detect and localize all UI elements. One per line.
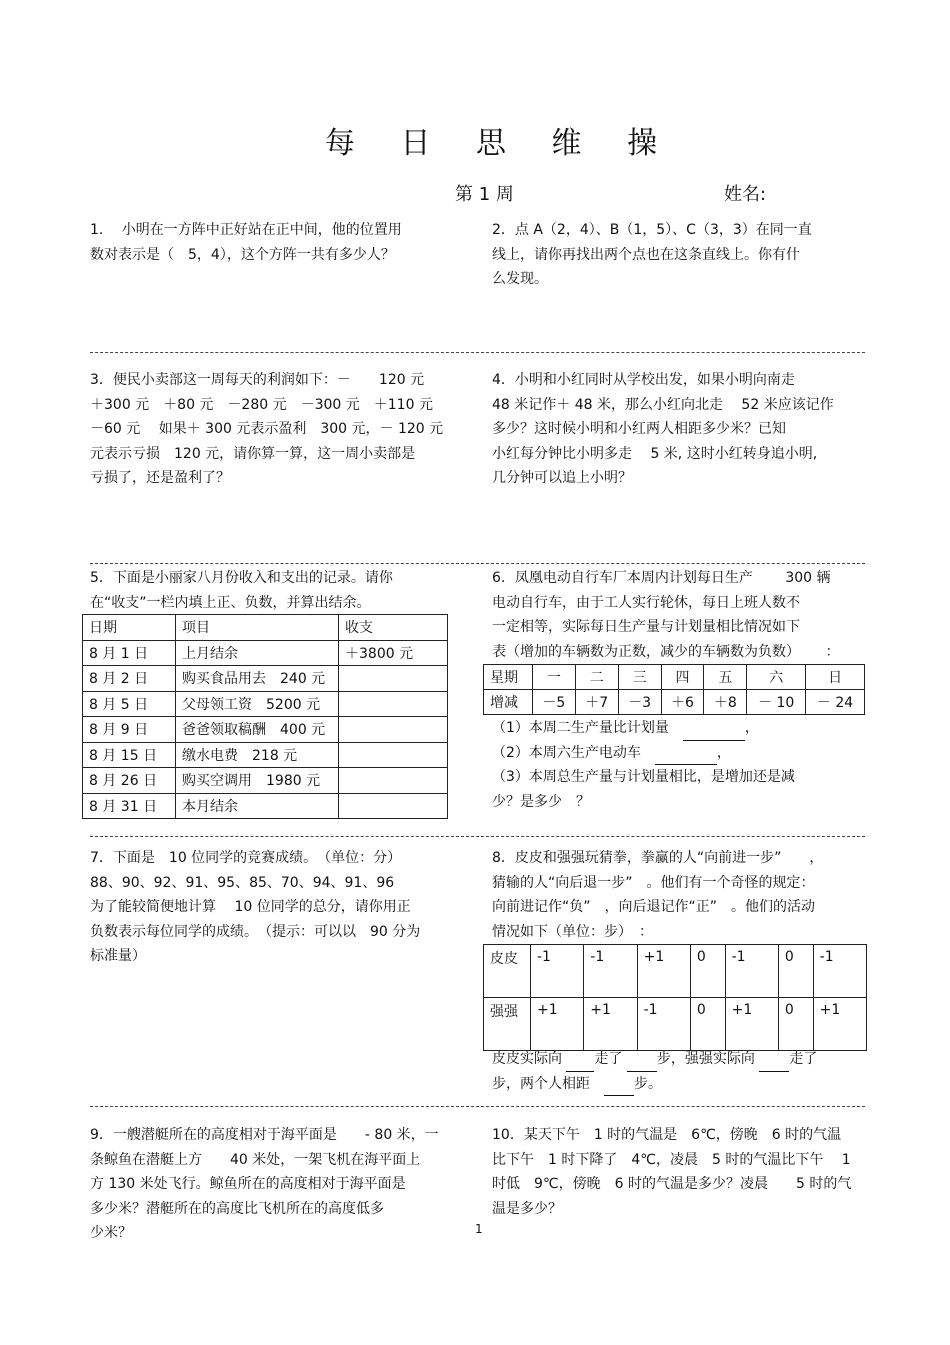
q7-line: 88、90、92、91、95、85、70、94、91、96: [90, 874, 395, 891]
game-table: [483, 944, 867, 1051]
table-row: [83, 742, 448, 768]
column-header: 日期: [83, 615, 176, 641]
q9-line: 少米？: [90, 1225, 132, 1241]
step-cell: -1: [637, 998, 690, 1051]
q4-line: 48 米记作＋ 48 米，那么小红向北走 52 米应该记作: [492, 396, 834, 413]
step-cell: +1: [725, 998, 778, 1051]
q8-line: 8．皮皮和强强玩猜拳，拳赢的人“向前进一步” ，: [492, 850, 824, 866]
q8-line: 向前进记作“负” ，向后退记作“正” 。他们的活动: [492, 899, 816, 915]
step-cell: +1: [584, 998, 637, 1051]
question-2: [492, 218, 812, 292]
table-row: [484, 998, 867, 1051]
column-header: 收支: [339, 615, 448, 641]
item-cell: 购买食品用去 240 元: [176, 666, 339, 692]
weekday-cell: 四: [661, 665, 704, 690]
amount-cell[interactable]: [339, 793, 448, 819]
amount-cell[interactable]: [339, 768, 448, 794]
q8-fill-line: 步，两个人相距 步。: [492, 1072, 817, 1097]
change-cell: －5: [532, 690, 575, 715]
q7-line: 负数表示每位同学的成绩。 （提示：可以以 90 分为: [90, 923, 421, 940]
q2-line: 线上，请你再找出两个点也在这条直线上。你有什: [492, 246, 800, 263]
page-number: 1: [475, 1222, 483, 1236]
change-cell: ＋8: [704, 690, 747, 715]
answer-blank[interactable]: [655, 750, 717, 765]
q3-line: 3．便民小卖部这一周每天的利润如下：－ 120 元: [90, 372, 425, 388]
q10-line: 温是多少？: [492, 1200, 562, 1217]
q9-line: 条鲸鱼在潜艇上方 40 米处，一架飞机在海平面上: [90, 1151, 421, 1168]
item-cell: 上月结余: [176, 640, 339, 666]
item-cell: 购买空调用 1980 元: [176, 768, 339, 794]
table-row: [83, 768, 448, 794]
q3-line: ＋300 元 ＋80 元 －280 元 －300 元 ＋110 元: [90, 396, 433, 413]
question-3: [90, 368, 443, 491]
q9-line: 9．一艘潜艇所在的高度相对于海平面是 - 80 米，一: [90, 1127, 439, 1143]
divider: [90, 836, 865, 837]
divider: [90, 563, 865, 564]
item-cell: 父母领工资 5200 元: [176, 691, 339, 717]
q1-line: 1. 小明在一方阵中正好站在正中间，他的位置用: [90, 222, 402, 238]
step-cell: 0: [778, 945, 813, 998]
item-cell: 缴水电费 218 元: [176, 742, 339, 768]
amount-cell[interactable]: [339, 666, 448, 692]
table-row: [484, 945, 867, 998]
q6-line: 电动自行车，由于工人实行轮休，每日上班人数不: [492, 594, 800, 611]
date-cell: 8 月 9 日: [83, 717, 176, 743]
q4-line: 小红每分钟比小明多走 5 米, 这时小红转身追小明,: [492, 445, 818, 462]
question-4: [492, 368, 834, 491]
amount-cell[interactable]: [339, 742, 448, 768]
step-cell: +1: [531, 998, 584, 1051]
name-label: 姓名:: [724, 184, 767, 205]
q8-fill-line: 皮皮实际向 走了 步，强强实际向 走了: [492, 1047, 817, 1072]
production-table: [483, 664, 865, 715]
q5-line: 5．下面是小丽家八月份收入和支出的记录。请你: [90, 570, 393, 586]
change-cell: ＋6: [661, 690, 704, 715]
income-table: [82, 614, 448, 819]
table-row: [484, 690, 865, 715]
table-row: [83, 666, 448, 692]
q6-line: 表（增加的车辆数为正数，减少的车辆数为负数） ：: [492, 643, 840, 660]
answer-blank[interactable]: [683, 726, 745, 741]
q2-line: 么发现。: [492, 271, 548, 287]
q8-line: 情况如下（单位：步） ：: [492, 923, 653, 940]
weekday-header: 星期: [484, 665, 533, 690]
q10-line: 时低 9℃，傍晚 6 时的气温是多少？凌晨 5 时的气: [492, 1176, 852, 1192]
answer-blank[interactable]: [627, 1057, 657, 1072]
amount-cell[interactable]: [339, 717, 448, 743]
q10-line: 10．某天下午 1 时的气温是 6℃，傍晚 6 时的气温: [492, 1127, 842, 1143]
amount-cell[interactable]: ＋3800 元: [339, 640, 448, 666]
answer-blank[interactable]: [604, 1081, 634, 1096]
weekday-cell: 日: [806, 665, 865, 690]
date-cell: 8 月 26 日: [83, 768, 176, 794]
q4-line: 4．小明和小红同时从学校出发，如果小明向南走: [492, 372, 795, 388]
table-row: [83, 717, 448, 743]
q6-subquestions: [492, 716, 795, 814]
q4-line: 多少？这时候小明和小红两人相距多少米？已知: [492, 421, 786, 437]
weekday-cell: 五: [704, 665, 747, 690]
weekday-cell: 六: [747, 665, 806, 690]
table-row: [484, 665, 865, 690]
q9-line: 多少米？潜艇所在的高度比飞机所在的高度低多: [90, 1200, 384, 1217]
step-cell: -1: [531, 945, 584, 998]
q9-line: 方 130 米处飞行。鲸鱼所在的高度相对于海平面是: [90, 1176, 406, 1192]
step-cell: +1: [813, 998, 866, 1051]
table-row: [83, 793, 448, 819]
change-header: 增减: [484, 690, 533, 715]
q3-line: －60 元 如果＋ 300 元表示盈利 300 元，－ 120 元: [90, 421, 444, 437]
change-cell: －3: [618, 690, 661, 715]
step-cell: -1: [725, 945, 778, 998]
q3-line: 元表示亏损 120 元，请你算一算，这一周小卖部是: [90, 445, 416, 462]
q8-line: 猜输的人“向后退一步” 。他们有一个奇怪的规定：: [492, 874, 815, 891]
question-5: [90, 566, 393, 615]
step-cell: +1: [637, 945, 690, 998]
table-header-row: [83, 615, 448, 641]
date-cell: 8 月 5 日: [83, 691, 176, 717]
q6-sub3b: 少？是多少 ？: [492, 793, 590, 810]
answer-blank[interactable]: [566, 1057, 594, 1072]
q10-line: 比下午 1 时下降了 4℃，凌晨 5 时的气温比下午 1: [492, 1151, 851, 1168]
question-8: [492, 846, 823, 944]
amount-cell[interactable]: [339, 691, 448, 717]
weekday-cell: 一: [532, 665, 575, 690]
step-cell: -1: [584, 945, 637, 998]
date-cell: 8 月 15 日: [83, 742, 176, 768]
step-cell: 0: [778, 998, 813, 1051]
item-cell: 爸爸领取稿酬 400 元: [176, 717, 339, 743]
q7-line: 7．下面是 10 位同学的竞赛成绩。 （单位：分）: [90, 850, 402, 866]
q8-fill-in: [492, 1047, 817, 1096]
question-10: [492, 1123, 851, 1221]
column-header: 项目: [176, 615, 339, 641]
q5-line: 在“收支”一栏内填上正、负数，并算出结余。: [90, 594, 371, 611]
date-cell: 8 月 31 日: [83, 793, 176, 819]
week-label: 第 1 周: [455, 184, 514, 205]
change-cell: ＋7: [575, 690, 618, 715]
question-9: [90, 1123, 439, 1246]
page-title: 每 日 思 维 操: [324, 126, 676, 161]
change-cell: － 24: [806, 690, 865, 715]
table-row: [83, 691, 448, 717]
question-1: [90, 218, 402, 267]
date-cell: 8 月 1 日: [83, 640, 176, 666]
question-6: [492, 566, 839, 664]
table-row: [83, 640, 448, 666]
q6-sub2: （2）本周六生产电动车 ，: [492, 741, 795, 766]
weekday-cell: 二: [575, 665, 618, 690]
divider: [90, 352, 865, 353]
step-cell: 0: [690, 945, 725, 998]
player-label: 强强: [484, 998, 531, 1051]
q7-line: 为了能较简便地计算 10 位同学的总分，请你用正: [90, 899, 411, 915]
step-cell: -1: [813, 945, 866, 998]
player-label: 皮皮: [484, 945, 531, 998]
q6-line: 6．凤凰电动自行车厂本周内计划每日生产 300 辆: [492, 570, 831, 586]
change-cell: － 10: [747, 690, 806, 715]
q7-line: 标准量）: [90, 948, 146, 964]
q2-line: 2．点 A（2，4）、B（1，5）、C（3，3）在同一直: [492, 222, 812, 238]
question-7: [90, 846, 420, 969]
q6-sub1: （1）本周二生产量比计划量 ，: [492, 716, 795, 741]
weekday-cell: 三: [618, 665, 661, 690]
q4-line: 几分钟可以追上小明？: [492, 470, 632, 486]
q3-line: 亏损了，还是盈利了？: [90, 470, 230, 486]
step-cell: 0: [690, 998, 725, 1051]
divider: [90, 1106, 865, 1107]
date-cell: 8 月 2 日: [83, 666, 176, 692]
q6-line: 一定相等，实际每日生产量与计划量相比情况如下: [492, 619, 800, 635]
item-cell: 本月结余: [176, 793, 339, 819]
answer-blank[interactable]: [759, 1057, 789, 1072]
q6-sub3: （3）本周总生产量与计划量相比，是增加还是减: [492, 769, 795, 785]
q1-line: 数对表示是（ 5，4），这个方阵一共有多少人？: [90, 246, 395, 263]
